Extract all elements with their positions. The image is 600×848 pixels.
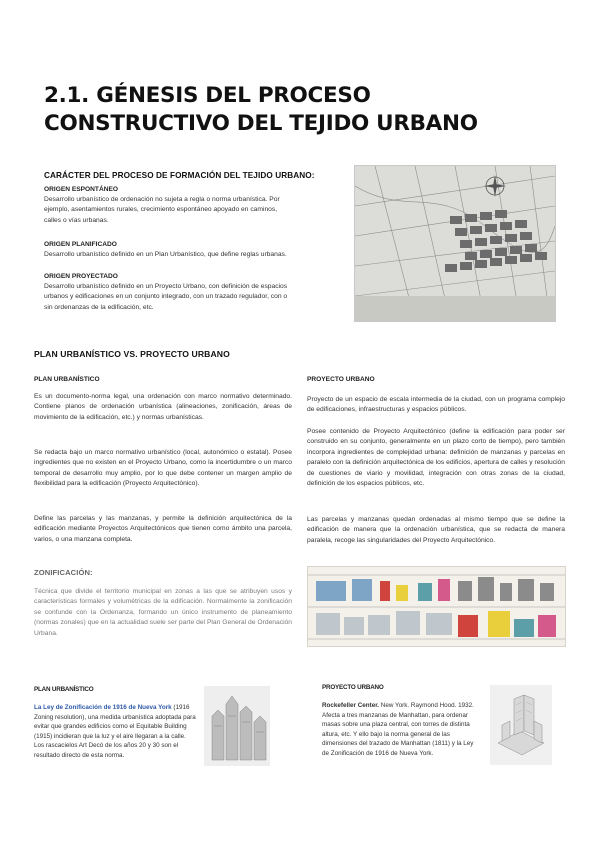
origen-espontaneo-label: ORIGEN ESPONTÁNEO (44, 186, 119, 193)
page-title-line-2: CONSTRUCTIVO DEL TEJIDO URBANO (44, 111, 478, 136)
origen-proyectado-line-3: sin ordenanzas de la edificación, etc. (44, 303, 154, 311)
bottom-proyecto-urbano-subheading: PROYECTO URBANO (322, 684, 384, 691)
origen-espontaneo-line-3: calles o vías urbanas. (44, 216, 109, 224)
rockefeller-center-text: New York. Raymond Hood. 1932. Afecta a tres manzanas de Manhattan, para ordenar masas sobre una plaza central, con torres de distinta altura, etc. Y ello bajo la norma general de las dimensiones del trazado de Manhattan (1811) y la Ley de Zonificación de 1916 de Nueva York. (322, 702, 474, 757)
page-title-line-1: 2.1. GÉNESIS DEL PROCESO (44, 83, 371, 108)
rockefeller-center-axonometric-image (490, 685, 552, 765)
origen-espontaneo-line-2: ejemplo, asentamientos rurales, crecimiento espontáneo apoyado en caminos, (44, 206, 278, 214)
plan-urbanistico-p2: Se redacta bajo un marco normativo urbanístico (local, autonómico o estatal). Posee ingredientes que no existen en el Proyecto Urbano, como la incertidumbre o un marco temporal de desarrollo muy amplio, por lo que debe contener un margen amplio de flexibilidad para la edificación (Proyecto Arquitectónico). (34, 449, 292, 488)
zoning-diagram-drawing (308, 567, 565, 646)
zoning-law-1916-text: (1916 Zoning resolution), una medida urbanística adoptada para evitar que grandes edificios como el Equitable Building (1915) incidieran que la luz y el aire llegaran a la calle. Los rascacielos Art Decó de los años 20 y 30 son el resultado directo de esta norma. (34, 704, 196, 759)
bottom-plan-urbanistico-subheading: PLAN URBANÍSTICO (34, 686, 94, 693)
plan-vs-proyecto-heading: PLAN URBANÍSTICO VS. PROYECTO URBANO (34, 349, 230, 359)
zonificacion-heading: ZONIFICACIÓN: (34, 568, 93, 577)
plan-urbanistico-p3: Define las parcelas y las manzanas, y permite la definición arquitectónica de la edificación mediante Proyectos Arquitectónicos que tienen como ámbito una parcela, varios, o una manzana completa. (34, 515, 292, 543)
art-deco-skyscrapers-image (204, 686, 270, 766)
origen-proyectado-text (44, 282, 344, 313)
origen-espontaneo-line-1: Desarrollo urbanístico de ordenación no sujeta a regla o norma urbanística. Por (44, 196, 280, 203)
zonificacion-text: Técnica que divide el territorio municipal en zonas a las que se atribuyen usos y características formales y volumétricas de la edificación. Normalmente la zonificación se confunde con la Ordenanza, formando un único instrumento de planeamiento (normas zonales) que en la actualidad suele ser parte del Plan General de Ordenación Urbana. (34, 588, 292, 637)
historic-city-map-drawing (355, 166, 555, 321)
proyecto-urbano-p2: Posee contenido de Proyecto Arquitectónico (define la edificación para poder ser construido en su conjunto, generalmente en un plazo corto de tiempo), pero también incorpora ingredientes de complejidad urbana: definición de manzanas y parcelas en paralelo con la definición arquitectónica de los edificios, apertura de calles y resolución de cuestiones de viario y movilidad, integración con otras zonas de la ciudad, definición de los espacios públicos, etc. (307, 428, 565, 488)
origen-proyectado-label: ORIGEN PROYECTADO (44, 273, 118, 280)
art-deco-skyscrapers-drawing (204, 686, 270, 766)
origen-proyectado-line-1: Desarrollo urbanístico definido en un Proyecto Urbano, con definición de espacios (44, 283, 288, 290)
origen-proyectado-line-2: urbanos y edificaciones en un conjunto integrado, con un trazado regulador, con o (44, 293, 288, 301)
proyecto-urbano-p3: Las parcelas y manzanas quedan ordenadas al mismo tiempo que se define la edificación de manera que la ordenación urbanística, que se redacta de manera paralela, recoge las singularidades del Proyecto Arquitectónico. (307, 516, 565, 544)
origen-espontaneo-text (44, 195, 344, 226)
rockefeller-center-axonometric-drawing (490, 685, 552, 765)
plan-urbanistico-p1: Es un documento-norma legal, una ordenación con marco normativo determinado. Contiene planos de ordenación urbanística (alineaciones, zonificación, áreas de movimiento de la edificación, etc.) y normas urbanísticas. (34, 393, 292, 421)
zoning-diagram-image (307, 566, 566, 647)
origen-planificado-line-1: Desarrollo urbanístico definido en un Plan Urbanístico, que define reglas urbanas. (44, 251, 287, 258)
origen-planificado-label: ORIGEN PLANIFICADO (44, 241, 117, 248)
rockefeller-center-caption (322, 701, 482, 759)
rockefeller-center-title: Rockefeller Center. (322, 702, 380, 709)
zoning-law-1916-title: La Ley de Zonificación de 1916 de Nueva York (34, 704, 172, 711)
zoning-law-1916-caption (34, 703, 196, 761)
plan-urbanistico-subheading: PLAN URBANÍSTICO (34, 376, 100, 383)
proyecto-urbano-p1: Proyecto de un espacio de escala intermedia de la ciudad, con un programa complejo de edificaciones, infraestructuras y espacios públicos. (307, 396, 565, 414)
caracter-heading: CARÁCTER DEL PROCESO DE FORMACIÓN DEL TEJIDO URBANO: (44, 171, 315, 180)
origen-planificado-text (44, 250, 344, 260)
historic-city-map-image (354, 165, 556, 322)
page-title (44, 82, 484, 138)
proyecto-urbano-subheading: PROYECTO URBANO (307, 376, 375, 383)
